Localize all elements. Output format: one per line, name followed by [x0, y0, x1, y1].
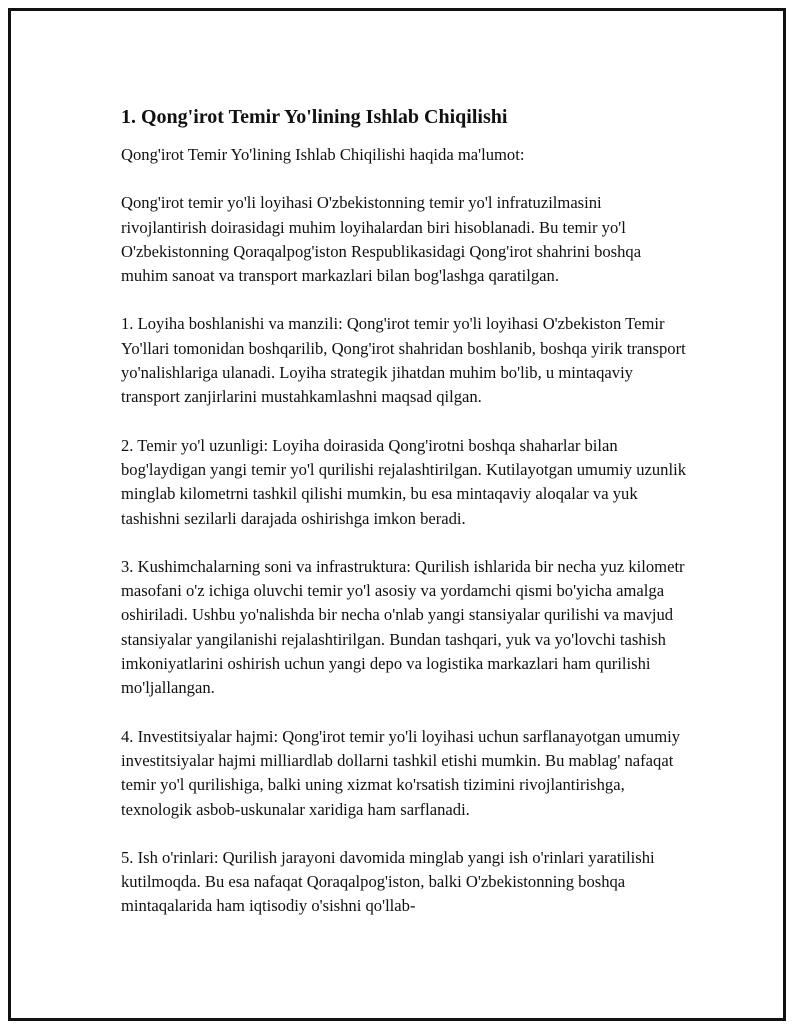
document-body — [121, 103, 691, 943]
paragraph-railway-length: 2. Temir yo'l uzunligi: Loyiha doirasida Qong'irotni boshqa shaharlar bilan bog'laydigan yangi temir yo'l qurilishi rejalashtirilgan. Kutilayotgan umumiy uzunlik minglab kilometrni tashkil qilishi mumkin, bu esa mintaqaviy aloqalar va yuk tashishni sezilarli darajada oshirishga imkon beradi. — [121, 435, 686, 528]
intro-paragraph: Qong'irot Temir Yo'lining Ishlab Chiqilishi haqida ma'lumot: — [121, 145, 525, 164]
paragraph-jobs: 5. Ish o'rinlari: Qurilish jarayoni davomida minglab yangi ish o'rinlari yaratilishi kutilmoqda. Bu esa nafaqat Qoraqalpog'iston, balki O'zbekistonning boshqa mintaqalarida ham iqtisodiy o'sishni qo'llab- — [121, 847, 655, 916]
page-frame — [8, 8, 786, 1021]
paragraph-overview: Qong'irot temir yo'li loyihasi O'zbekistonning temir yo'l infratuzilmasini rivojlantirish doirasidagi muhim loyihalardan biri hisoblanadi. Bu temir yo'l O'zbekistonning Qoraqalpog'iston Respublikasidagi Qong'irot shahrini boshqa muhim sanoat va transport markazlari bilan bog'lashga qaratilgan. — [121, 193, 642, 286]
paragraph-infrastructure: 3. Kushimchalarning soni va infrastruktura: Qurilish ishlarida bir necha yuz kilometr masofani o'z ichiga oluvchi temir yo'l asosiy va yordamchi qismi bo'yicha amalga oshiriladi. Ushbu yo'nalishda bir necha o'nlab yangi stansiyalar qurilishi va mavjud stansiyalar yangilanishi rejalashtirilgan. Bundan tashqari, yuk va yo'lovchi tashish imkoniyatlarini oshirish uchun yangi depo va logistika markazlari ham qurilishi mo'ljallangan. — [121, 556, 685, 698]
document-title: 1. Qong'irot Temir Yo'lining Ishlab Chiqilishi — [121, 106, 508, 128]
paragraph-investments: 4. Investitsiyalar hajmi: Qong'irot temir yo'li loyihasi uchun sarflanayotgan umumiy investitsiyalar hajmi milliardlab dollarni tashkil etishi mumkin. Bu mablag' nafaqat temir yo'l qurilishiga, balki uning xizmat ko'rsatish tizimini rivojlantirishga, texnologik asbob-uskunalar xaridiga ham sarflanadi. — [121, 726, 681, 819]
paragraph-project-start: 1. Loyiha boshlanishi va manzili: Qong'irot temir yo'li loyihasi O'zbekiston Temir Yo'llari tomonidan boshqarilib, Qong'irot shahridan boshlanib, boshqa yirik transport yo'nalishlariga ulanadi. Loyiha strategik jihatdan muhim bo'lib, u mintaqaviy transport zanjirlarini mustahkamlashni maqsad qilgan. — [121, 314, 686, 407]
